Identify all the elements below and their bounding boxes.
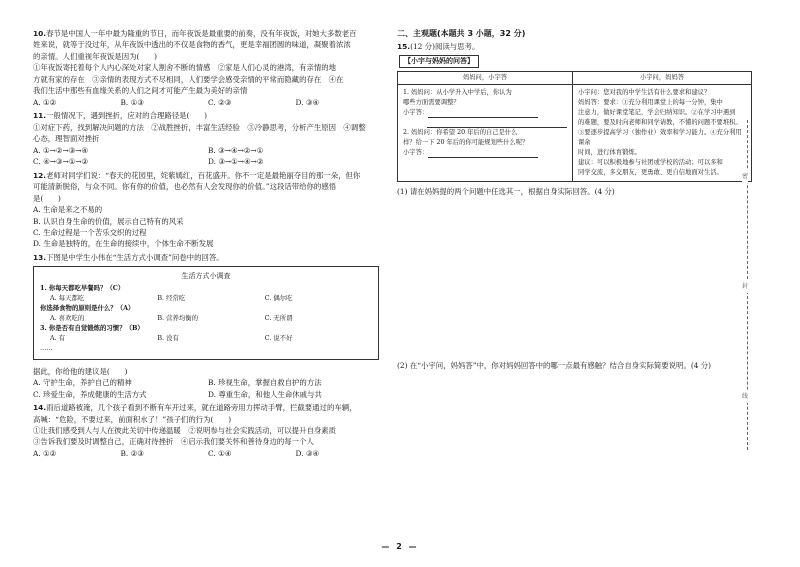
choice-c[interactable]: C. ②③	[208, 97, 232, 107]
choice-a[interactable]: A. ①②	[33, 448, 57, 458]
question-10	[33, 28, 383, 108]
choice-list	[33, 377, 383, 400]
survey-option: C. 偶尔吃	[264, 294, 293, 303]
page-number: — 2 —	[381, 542, 419, 551]
option-text: ①年夜饭寄托着每个人内心深处对家人割舍不断的情感 ②家是人们心灵的港湾，有亲情的地	[33, 63, 337, 73]
sub-question-1: (1) 请在妈妈提的两个问题中任选其一，根据自身实际回答。(4 分)	[397, 187, 615, 197]
question-11	[33, 110, 383, 167]
choice-a[interactable]: A. 生命是来之不易的	[33, 205, 103, 215]
option-text: 我们生活中那些有血缘关系的人们之间才可能产生最为美好的亲情	[33, 86, 248, 96]
option-text: ③告诉我们要及时调整自己，正确对待挫折 ④启示我们要关怀和善待身边的每一个人	[33, 437, 314, 447]
survey-options	[40, 334, 372, 344]
question-stem: 春节是中国人一年中最为隆重的节日，而年夜饭是最重要的前奏，没有年夜饭，对她大多数老百	[46, 29, 357, 38]
answer-blank[interactable]	[428, 111, 538, 118]
choice-d[interactable]: D. 生命是独特的，在生命的接续中，个体生命不断发展	[33, 239, 214, 249]
survey-options	[40, 294, 372, 304]
question-stem: 高喊：“危险，不要过来，前面积水了！”孩子们的行为( )	[33, 414, 232, 424]
survey-title: 生活方式小调查	[181, 272, 231, 281]
survey-question: 1. 你每天都吃早餐吗？（C）	[40, 284, 125, 293]
question-number: 14.	[33, 403, 47, 413]
question-stem: (12 分)阅读与思考。	[410, 42, 480, 52]
option-text: ①让我们感受到人与人在彼此关切中传递温暖 ②说明参与社会实践活动，可以提升自身素质	[33, 426, 337, 436]
choice-b[interactable]: B. 珍视生命，掌握自救自护的方法	[208, 378, 322, 388]
survey-box	[33, 266, 379, 359]
choice-a[interactable]: A. 守护生命，养护自己的精神	[33, 378, 132, 388]
cell-line: 妈妈答：要求：①充分利用课堂上的每一分钟，集中	[578, 98, 723, 106]
survey-option: B. 营养均衡的	[157, 313, 199, 322]
survey-option: A. 喜欢吃的	[50, 313, 85, 322]
table-header: 小宇问，妈妈答	[573, 71, 752, 84]
cell-line: 哪些方面需要调整？	[403, 98, 460, 106]
option-text: ①对症下药，找到解决问题的方法 ②战胜挫折，丰富生活经验 ③冷静思考，分析产生原因 ④调整	[33, 122, 366, 132]
choice-c[interactable]: C. ①④	[208, 448, 232, 458]
question-number: 11.	[33, 111, 47, 121]
question-14	[33, 402, 383, 459]
question-stem: 一般情况下，遇到挫折，应对的合理路径是( )	[46, 111, 208, 121]
right-column	[397, 28, 752, 501]
cell-line: 样？给一下 20 年后的你可能规划些什么呢？	[403, 139, 529, 147]
survey-option: B. 没有	[157, 333, 179, 342]
cell-line: 小宇问：您对我的中学生活有什么要求和建议？	[578, 88, 711, 96]
choice-b[interactable]: B. 认识自身生命的价值，展示自己特有的风采	[33, 216, 184, 226]
answer-blank[interactable]	[427, 121, 567, 128]
sub-question-2: (2) 在“小宇问，妈妈答”中，你对妈妈回答中的哪一点最有感触？结合自身实际简要说明。(4 分)	[397, 360, 712, 370]
question-number: 15.	[397, 42, 411, 52]
section-heading: 二、主观题(本题共 3 小题，32 分)	[397, 29, 526, 38]
survey-option: C. 说不好	[264, 333, 293, 342]
survey-option: A. 每天都吃	[50, 294, 85, 303]
question-13	[33, 252, 383, 400]
choice-d[interactable]: D. 尊重生命，和他人生命休戚与共	[208, 389, 322, 399]
choice-d[interactable]: D. ③④	[295, 97, 320, 107]
seal-char: 线	[742, 390, 748, 403]
question-stem: 雨后道路被淹，几个孩子看到不断有车开过来，就在道路旁用力挥动手臂，拦截要通过的车辆，	[46, 403, 357, 413]
answer-area-1[interactable]	[397, 198, 752, 356]
option-text: 心态，理智面对挫折	[33, 134, 100, 144]
answer-area-2[interactable]	[397, 371, 752, 501]
choice-c[interactable]: C. 生命过程是一个苦乐交织的过程	[33, 227, 147, 237]
survey-question: 3. 你是否有自觉锻炼的习惯？（B）	[40, 323, 144, 332]
question-stem: 据此，你给他的建议是( )	[33, 366, 128, 376]
survey-option: A. 有	[50, 333, 66, 342]
seal-char: 密	[742, 170, 748, 183]
choice-d[interactable]: D. ③④	[295, 448, 320, 458]
mom-asks-cell	[398, 84, 573, 182]
question-number: 12.	[33, 170, 47, 180]
question-12	[33, 170, 383, 250]
cell-line: 小宇答：	[403, 149, 429, 157]
choice-d[interactable]: D. ③→①→④→②	[208, 157, 264, 167]
question-stem: 是( )	[33, 193, 61, 203]
cell-line: 2. 妈妈问：你希望 20 年后的自己是什么	[403, 129, 518, 137]
choice-list	[33, 448, 383, 459]
cell-line: 建议：可以积极地参与社团或学校的活动；可以多和	[578, 159, 723, 167]
survey-ellipsis: ……	[40, 343, 53, 352]
cell-line: 同学交流，多交朋友，更勇敢、更自信地面对生活。	[578, 169, 723, 177]
question-stem: 可能清新脱俗，与众不同。你有你的价值，也必然有人会发现你的价值。”这段话带给你的感悟	[33, 182, 337, 192]
choice-c[interactable]: C. 珍爱生命，养成健康的生活方式	[33, 389, 147, 399]
material-title: 【小宇与妈妈的问答】	[399, 55, 479, 68]
choice-a[interactable]: A. ①→②→③→④	[33, 145, 89, 155]
cell-line: 1. 妈妈问：从小学升入中学后，你认为	[403, 88, 512, 96]
left-column	[33, 28, 383, 461]
question-stem: 老师对同学们说：“春天的花园里，姹紫嫣红，百花盛开。你不一定是最艳丽夺目的那一朵，但你	[46, 170, 361, 180]
xiaoyu-asks-cell	[573, 84, 752, 182]
answer-blank[interactable]	[428, 151, 538, 158]
choice-b[interactable]: B. ③→④→②→①	[208, 145, 264, 155]
cell-line: 时间，进行体育锻炼。	[578, 149, 641, 157]
question-stem: 的亲情。人们重视年夜饭是因为( )	[33, 51, 158, 61]
survey-option: B. 经常吃	[157, 294, 186, 303]
seal-char: 封	[742, 280, 748, 293]
qa-table	[397, 71, 752, 183]
table-header: 妈妈问，小宇答	[398, 71, 573, 84]
cell-line: 小宇答：	[403, 108, 429, 116]
cell-line: ③要逐步提高学习（独作业）效率和学习能力。④充分利用课余	[578, 129, 742, 147]
survey-question: 你选择食物的原则是什么？（A）	[40, 304, 135, 313]
survey-option: C. 无所谓	[264, 313, 293, 322]
question-stem: 姓来说，就等于没过年，从年夜饭中透出的不仅是食物的香气，更是幸福团圆的味道，凝聚着浓浓	[33, 40, 351, 50]
choice-c[interactable]: C. ④→③→①→②	[33, 157, 89, 167]
survey-options	[40, 314, 372, 324]
choice-b[interactable]: B. ②③	[120, 448, 144, 458]
question-number: 10.	[33, 29, 47, 38]
choice-list	[33, 145, 383, 168]
question-stem: 下图是中学生小伟在“生活方式小调查”问卷中的回答。	[46, 252, 224, 262]
choice-a[interactable]: A. ①②	[33, 97, 57, 107]
option-text: 方就有家的存在 ③亲情的表现方式不尽相同，人们要学会感受亲情的平常而隐藏的存在 ④在	[33, 74, 344, 84]
question-number: 13.	[33, 252, 47, 262]
cell-line: 的难题，要及时向老师和同学请教，不懂的问题不要堆积。	[578, 118, 742, 126]
choice-b[interactable]: B. ①③	[120, 97, 144, 107]
choice-list	[33, 97, 383, 108]
cell-line: 注意力，做好课堂笔记，学会归纳知识。②在学习中遇到	[578, 108, 736, 116]
